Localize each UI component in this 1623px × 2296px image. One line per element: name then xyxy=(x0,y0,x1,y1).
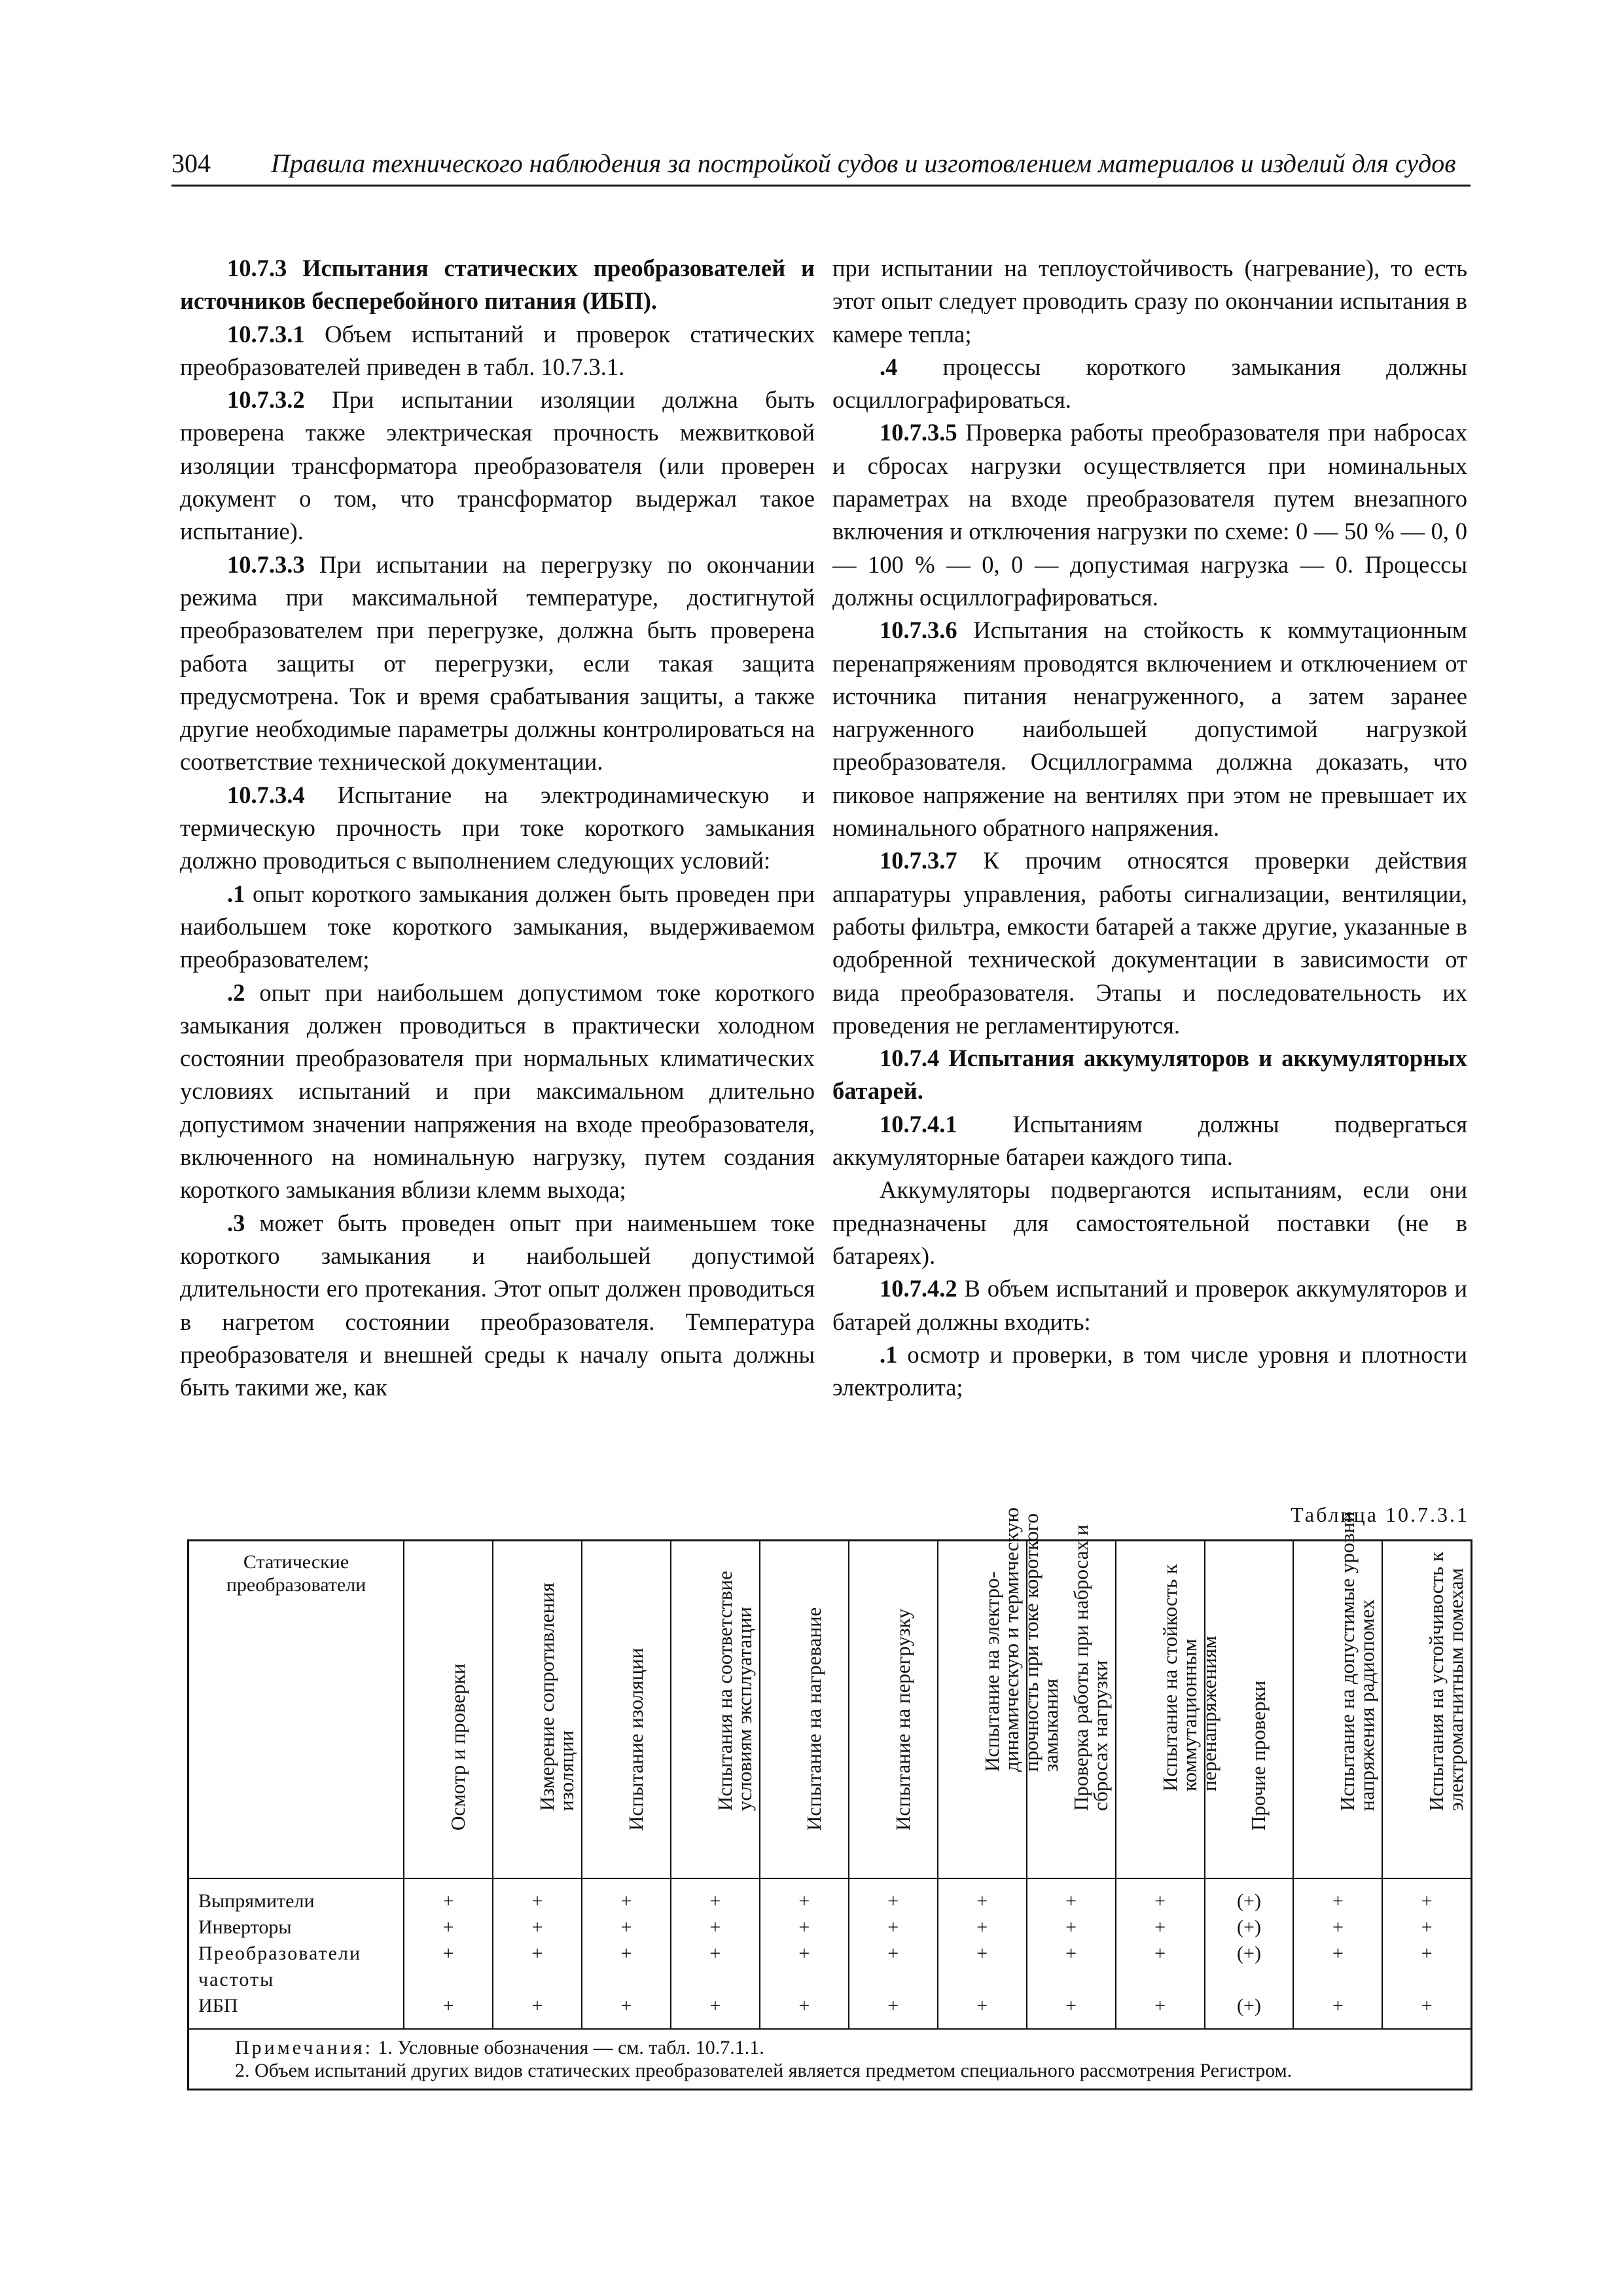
row-label: Выпрямители xyxy=(198,1890,315,1912)
paragraph: 10.7.3.3 При испытании на перегрузку по окончании режима при максимальной температуре, достигнутой преобразователем при перегрузке, должна быть проверена работа защиты от перегрузки, если такая защита предусмотрена. Ток и время срабатывания защиты, а также другие необходимые параметры должны контролироваться на соответствие технической документации. xyxy=(180,550,815,776)
corner-header: Статические преобразователи xyxy=(188,1541,404,1879)
table-column: + + + + xyxy=(1382,1878,1471,2029)
column-header: Испытание на перегрузку xyxy=(849,1541,938,1879)
notes-label: Примечания: xyxy=(235,2037,373,2058)
table-column: + + + + xyxy=(404,1878,493,2029)
column-header: Испытание на допустимые уровни напряжения радиопомех xyxy=(1293,1541,1382,1879)
list-item: .1 опыт короткого замыкания должен быть проведен при наибольшем токе короткого замыкания, выдерживаемом преобразователем; xyxy=(180,880,815,973)
paragraph: 10.7.3.1 Объем испытаний и проверок статических преобразователей приведен в табл. 10.7.3.1. xyxy=(180,320,815,380)
column-header: Испытание изоляции xyxy=(582,1541,671,1879)
table-column: + + + + xyxy=(582,1878,671,2029)
list-item: .3 может быть проведен опыт при наименьшем токе короткого замыкания и наибольшей допустимой длительности его протекания. Этот опыт должен проводиться в нагретом состоянии преобразователя. Температура преобразователя и внешней среды к началу опыта должны быть такими же, как xyxy=(180,1209,815,1401)
table-header-row xyxy=(188,1541,1472,1879)
row-label: Преобразователи частоты xyxy=(198,1943,361,1990)
page-header xyxy=(171,148,1471,187)
right-column xyxy=(832,252,1467,1404)
paragraph: 10.7.3.5 Проверка работы преобразователя при набросах и сбросах нагрузки осуществляется при номинальных параметрах на входе преобразователя путем внезапного включения и отключения нагрузки по схеме: 0 — 50 % — 0, 0 — 100 % — 0, 0 — допустимая нагрузка — 0. Процессы должны осциллографироваться. xyxy=(832,419,1467,611)
running-head: Правила технического наблюдения за постройкой судов и изготовлением материалов и изделий для судов xyxy=(271,149,1456,178)
column-header: Испытания на соответствие условиям эксплуатации xyxy=(671,1541,760,1879)
column-header: Осмотр и проверки xyxy=(404,1541,493,1879)
column-header: Испытания на устойчивость к электромагнитным помехам xyxy=(1382,1541,1471,1879)
column-header: Измерение сопротивления изоляции xyxy=(493,1541,582,1879)
paragraph: 10.7.3.4 Испытание на электродинамическую и термическую прочность при токе короткого замыкания должно проводиться с выполнением следующих условий: xyxy=(180,781,815,874)
table-column: + + + + xyxy=(938,1878,1027,2029)
page-number: 304 xyxy=(171,149,211,178)
table-column: + + + + xyxy=(1116,1878,1205,2029)
table-column: (+) (+) (+) (+) xyxy=(1205,1878,1294,2029)
column-header: Испытание на нагревание xyxy=(760,1541,849,1879)
table-column: + + + + xyxy=(1027,1878,1116,2029)
paragraph: 10.7.4.1 Испытаниям должны подвергаться аккумуляторные батареи каждого типа. xyxy=(832,1110,1467,1171)
table-column: + + + + xyxy=(1293,1878,1382,2029)
column-header: Испытание на стойкость к коммутационным перенапряжениям xyxy=(1116,1541,1205,1879)
list-item: .2 опыт при наибольшем допустимом токе короткого замыкания должен проводиться в практически холодном состоянии преобразователя при нормальных климатических условиях испытаний и при максимальном длительно допустимом значении напряжения на входе преобразователя, включенного на номинальную нагрузку, путем создания короткого замыкания вблизи клемм выхода; xyxy=(180,978,815,1204)
list-item: .1 осмотр и проверки, в том числе уровня и плотности электролита; xyxy=(832,1340,1467,1401)
paragraph: 10.7.3.7 К прочим относятся проверки действия аппаратуры управления, работы сигнализации, вентиляции, работы фильтра, емкости батарей а также другие, указанные в одобренной технической документации в зависимости от вида преобразователя. Этапы и последовательность их проведения не регламентируются. xyxy=(832,847,1467,1039)
section-heading: 10.7.3 Испытания статических преобразователей и источников бесперебойного питания (ИБП). xyxy=(180,255,815,315)
table-column: + + + + xyxy=(760,1878,849,2029)
left-column xyxy=(180,252,815,1404)
note-2: 2. Объем испытаний других видов статических преобразователей является предметом специального рассмотрения Регистром. xyxy=(235,2060,1293,2081)
column-header: Испытание на электро-динамическую и термическую прочность при токе короткого замыкания xyxy=(938,1541,1027,1879)
table-notes-row xyxy=(188,2029,1472,2090)
section-heading: 10.7.4 Испытания аккумуляторов и аккумуляторных батарей. xyxy=(832,1045,1467,1105)
column-header: Проверка работы при набросах и сбросах нагрузки xyxy=(1027,1541,1116,1879)
paragraph: Аккумуляторы подвергаются испытаниям, если они предназначены для самостоятельной поставки (не в батареях). xyxy=(832,1176,1467,1269)
row-label: Инверторы xyxy=(198,1916,292,1938)
paragraph: 10.7.3.6 Испытания на стойкость к коммутационным перенапряжениям проводятся включением и отключением от источника питания ненагруженного, а затем заранее нагруженного наибольшей допустимой нагрузкой преобразователя. Осциллограмма должна доказать, что пиковое напряжение на вентилях при этом не превышает их номинального обратного напряжения. xyxy=(832,617,1467,842)
table-column: + + + + xyxy=(493,1878,582,2029)
note-1: 1. Условные обозначения — см. табл. 10.7.1.1. xyxy=(372,2037,764,2058)
row-labels xyxy=(188,1878,404,2029)
table-column: + + + + xyxy=(671,1878,760,2029)
list-item: .4 процессы короткого замыкания должны осциллографироваться. xyxy=(832,353,1467,414)
column-header: Прочие проверки xyxy=(1205,1541,1294,1879)
table-column: + + + + xyxy=(849,1878,938,2029)
paragraph: 10.7.3.2 При испытании изоляции должна быть проверена также электрическая прочность межвитковой изоляции трансформатора преобразователя (или проверен документ о том, что трансформатор выдержал такое испытание). xyxy=(180,386,815,545)
paragraph: 10.7.4.2 В объем испытаний и проверок аккумуляторов и батарей должны входить: xyxy=(832,1275,1467,1335)
table-notes xyxy=(188,2029,1472,2090)
row-label: ИБП xyxy=(198,1995,238,2017)
table-caption: Таблица 10.7.3.1 xyxy=(1291,1503,1469,1526)
table-body xyxy=(188,1878,1472,2029)
paragraph: при испытании на теплоустойчивость (нагревание), то есть этот опыт следует проводить сразу по окончании испытания в камере тепла; xyxy=(832,255,1467,348)
